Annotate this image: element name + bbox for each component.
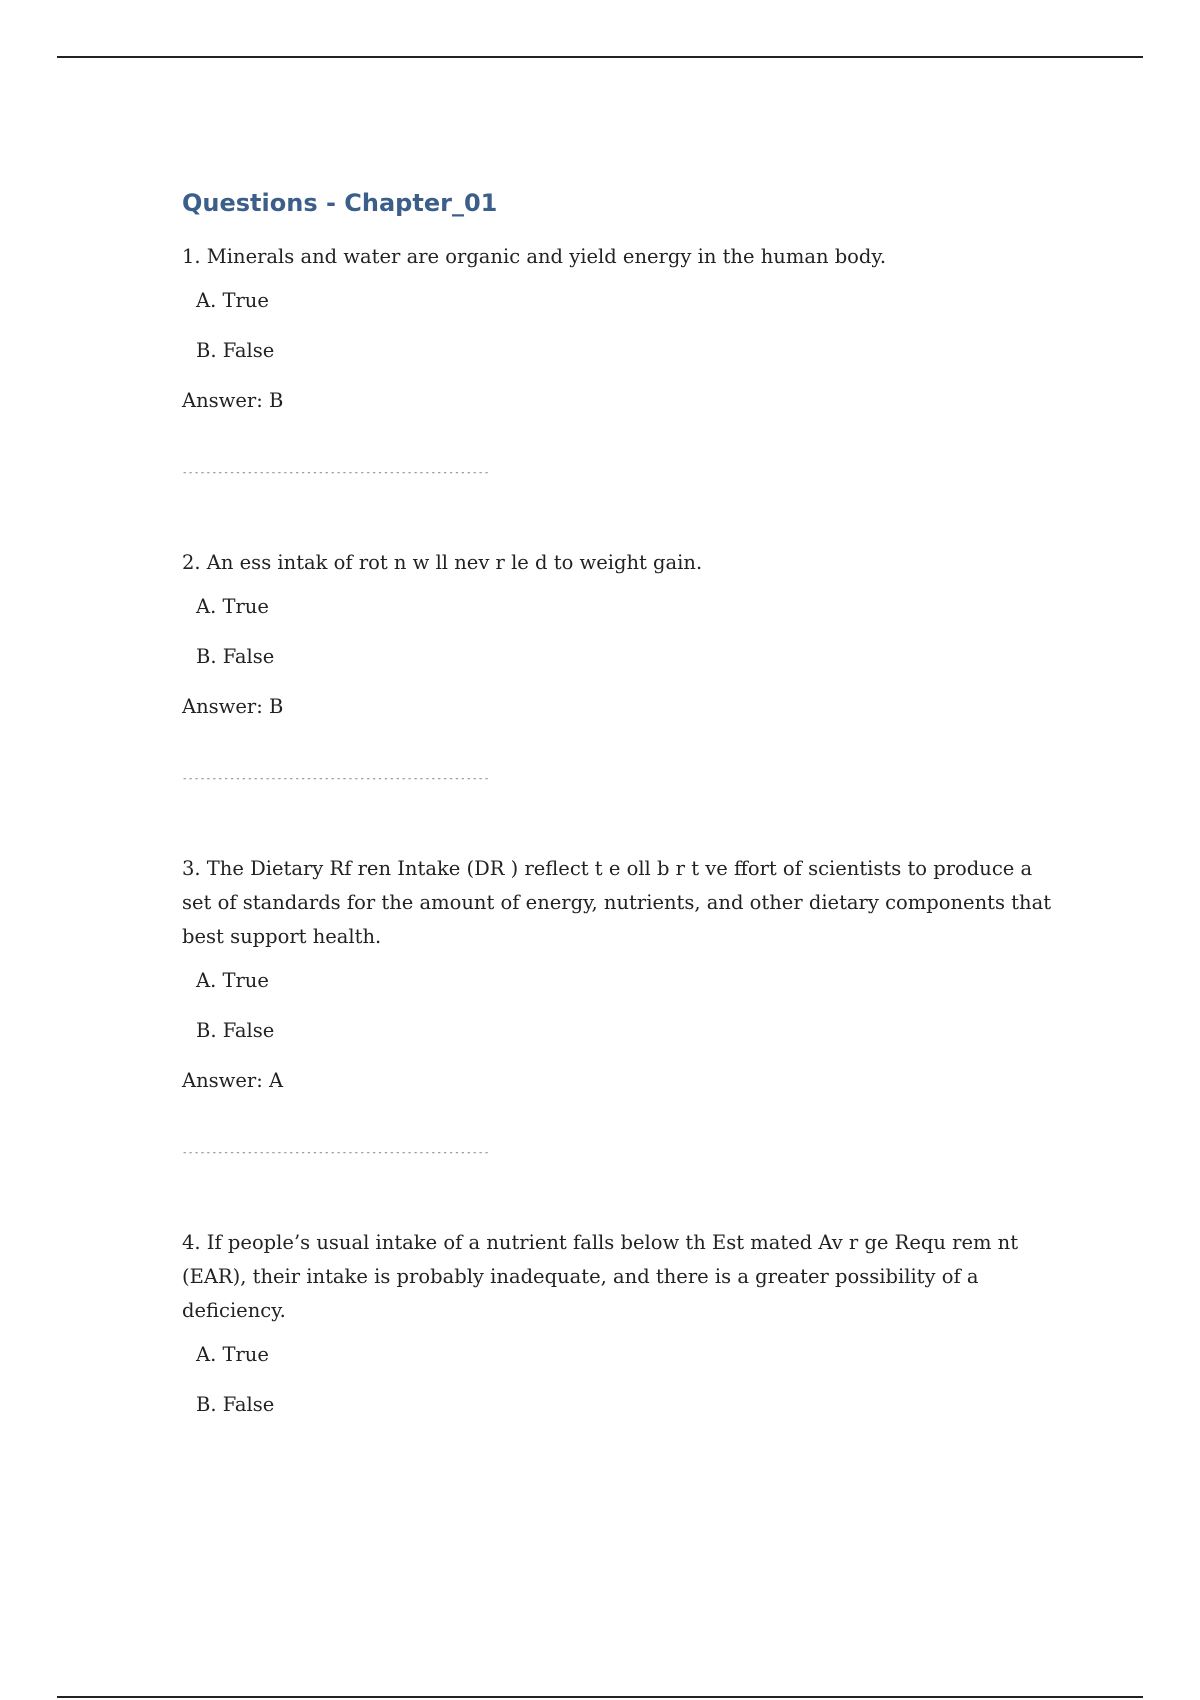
separator: ---------------------------------------------------- (182, 1148, 490, 1158)
footer-rule (57, 1696, 1143, 1698)
option-a: A. True (196, 289, 269, 312)
question-text: 4. If people’s usual intake of a nutrient falls below th Est mated Av r ge Requ rem nt (EAR), their intake is probably inadequate, and there is a greater possibility of a deficiency. (182, 1231, 1019, 1322)
question-3 (182, 852, 1062, 1160)
separator: ---------------------------------------------------- (182, 468, 490, 478)
question-4 (182, 1226, 1062, 1418)
question-text: 3. The Dietary Rf ren Intake (DR ) reflect t e oll b r t ve ffort of scientists to produce a set of standards for the amount of energy, nutrients, and other dietary components that best support health. (182, 857, 1052, 948)
option-a: A. True (196, 595, 269, 618)
option-b: B. False (196, 1393, 275, 1416)
header-rule (57, 56, 1143, 58)
separator: ---------------------------------------------------- (182, 774, 490, 784)
question-text: 1. Minerals and water are organic and yield energy in the human body. (182, 245, 887, 268)
answer: Answer: A (182, 1069, 284, 1092)
option-a: A. True (196, 1343, 269, 1366)
answer: Answer: B (182, 389, 284, 412)
question-2 (182, 546, 1062, 786)
document-body (182, 186, 1062, 1442)
option-b: B. False (196, 1019, 275, 1042)
question-1 (182, 240, 1062, 480)
question-text: 2. An ess intak of rot n w ll nev r le d to weight gain. (182, 551, 703, 574)
page-title: Questions - Chapter_01 (182, 189, 498, 217)
option-b: B. False (196, 645, 275, 668)
option-b: B. False (196, 339, 275, 362)
option-a: A. True (196, 969, 269, 992)
answer: Answer: B (182, 695, 284, 718)
